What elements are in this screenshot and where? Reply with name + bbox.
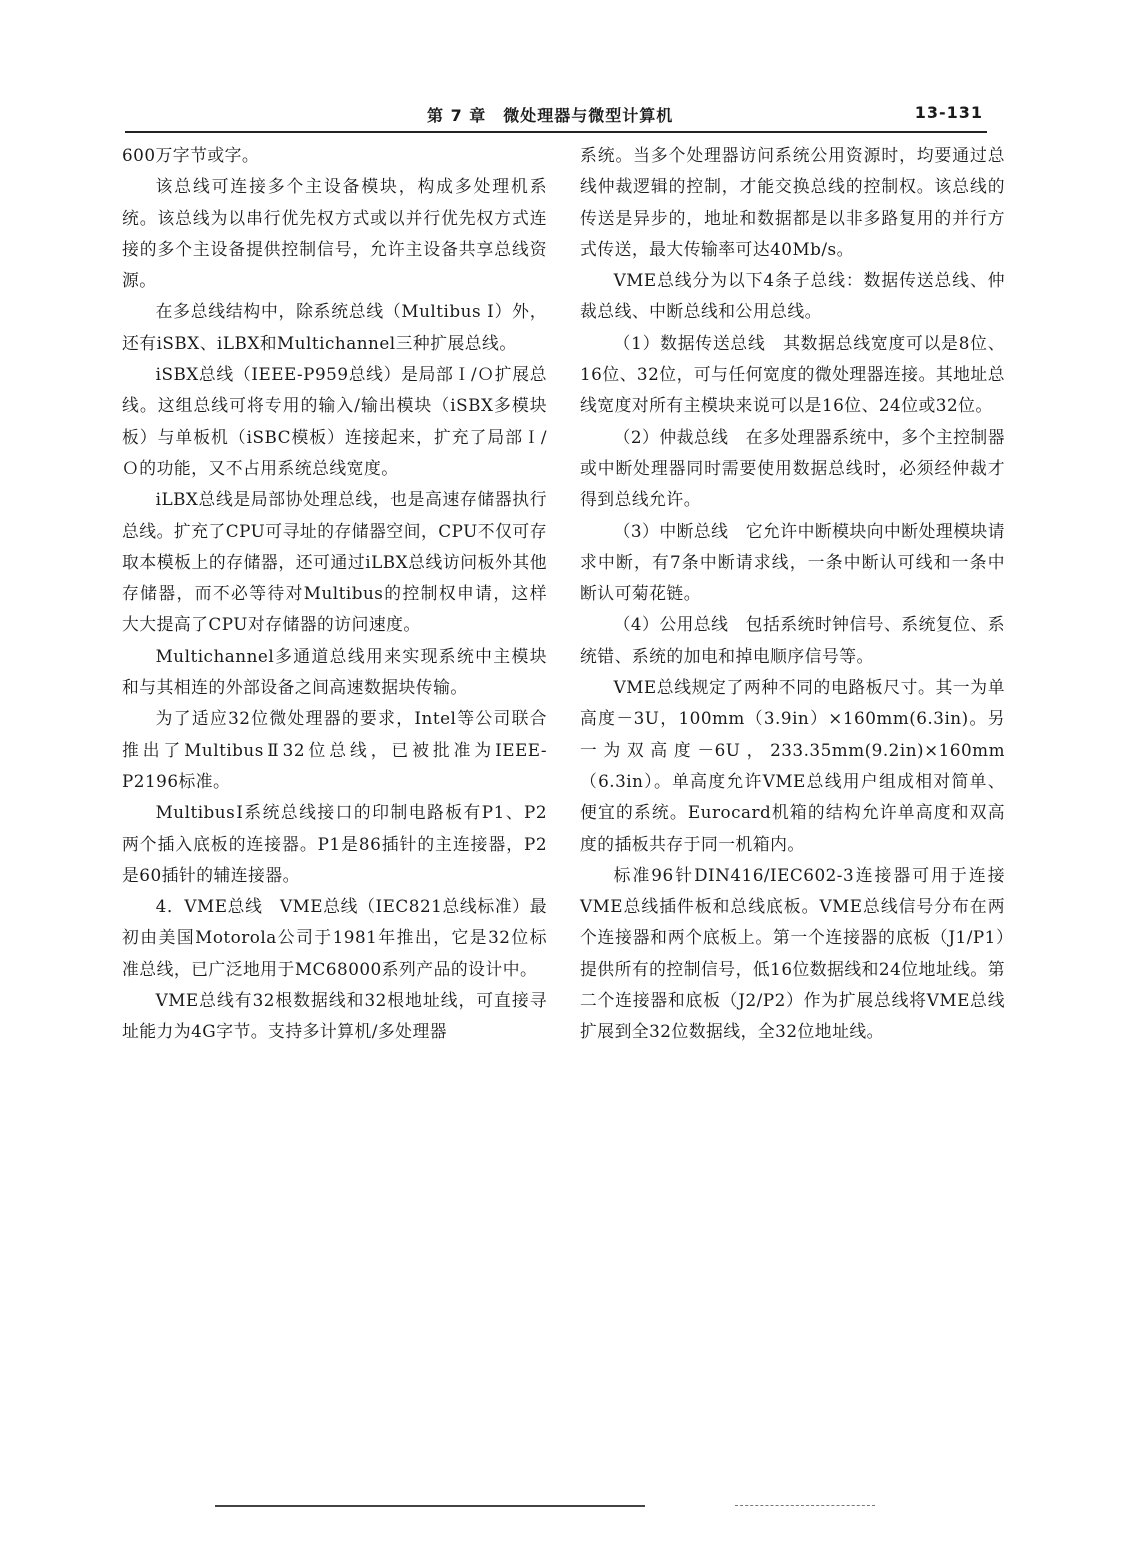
paragraph: Multichannel多通道总线用来实现系统中主模块和与其相连的外部设备之间高速数据块传输。 bbox=[122, 645, 547, 698]
right-column bbox=[580, 140, 1005, 1048]
paragraph: iLBX总线是局部协处理总线，也是高速存储器执行总线。扩充了CPU可寻址的存储器空间，CPU不仅可存取本模板上的存储器，还可通过iLBX总线访问板外其他存储器，而不必等待对Multibus的控制权申请，这样大大提高了CPU对存储器的访问速度。 bbox=[122, 489, 547, 635]
paragraph: iSBX总线（IEEE-P959总线）是局部Ｉ/Ｏ扩展总线。这组总线可将专用的输入/输出模块（iSBX多模块板）与单板机（iSBC模板）连接起来，扩充了局部Ｉ/Ｏ的功能，又不占用系统总线宽度。 bbox=[122, 364, 547, 478]
paragraph: 系统。当多个处理器访问系统公用资源时，均要通过总线仲裁逻辑的控制，才能交换总线的控制权。该总线的传送是异步的，地址和数据都是以非多路复用的并行方式传送，最大传输率可达40Mb/s。 bbox=[580, 145, 1005, 259]
paragraph: （3）中断总线 它允许中断模块向中断处理模块请求中断，有7条中断请求线，一条中断认可线和一条中断认可菊花链。 bbox=[580, 520, 1005, 604]
footer-rule bbox=[215, 1505, 645, 1507]
page-number: 13-131 bbox=[914, 103, 983, 122]
paragraph: 4．VME总线 VME总线（IEC821总线标准）最初由美国Motorola公司于1981年推出，它是32位标准总线，已广泛地用于MC68000系列产品的设计中。 bbox=[122, 896, 547, 979]
paragraph: VME总线规定了两种不同的电路板尺寸。其一为单高度－3U，100mm（3.9in）×160mm(6.3in)。另一为双高度－6U，233.35mm(9.2in)×160mm（6.3in）。单高度允许VME总线用户组成相对简单、便宜的系统。Eurocard机箱的结构允许单高度和双高度的插板共存于同一机箱内。 bbox=[580, 677, 1005, 854]
paragraph: （4）公用总线 包括系统时钟信号、系统复位、系统错、系统的加电和掉电顺序信号等。 bbox=[580, 614, 1005, 666]
paragraph: VME总线分为以下4条子总线：数据传送总线、仲裁总线、中断总线和公用总线。 bbox=[580, 270, 1005, 322]
paragraph: 在多总线结构中，除系统总线（Multibus Ⅰ）外，还有iSBX、iLBX和Multichannel三种扩展总线。 bbox=[122, 301, 547, 353]
page-header bbox=[125, 100, 985, 130]
paragraph: （1）数据传送总线 其数据总线宽度可以是8位、16位、32位，可与任何宽度的微处理器连接。其地址总线宽度对所有主模块来说可以是16位、24位或32位。 bbox=[580, 332, 1005, 416]
header-rule bbox=[125, 131, 987, 133]
chapter-title: 第 7 章 微处理器与微型计算机 bbox=[427, 106, 674, 125]
paragraph: MultibusⅠ系统总线接口的印制电路板有P1、P2两个插入底板的连接器。P1是86插针的主连接器，P2是60插针的辅连接器。 bbox=[122, 802, 547, 885]
paragraph: 标准96针DIN416/IEC602-3连接器可用于连接VME总线插件板和总线底板。VME总线信号分布在两个连接器和两个底板上。第一个连接器的底板（J1/P1）提供所有的控制信号，低16位数据线和24位地址线。第二个连接器和底板（J2/P2）作为扩展总线将VME总线扩展到全32位数据线，全32位地址线。 bbox=[580, 864, 1005, 1042]
paragraph: （2）仲裁总线 在多处理器系统中，多个主控制器或中断处理器同时需要使用数据总线时，必须经仲裁才得到总线允许。 bbox=[580, 426, 1005, 510]
paragraph: VME总线有32根数据线和32根地址线，可直接寻址能力为4G字节。支持多计算机/多处理器 bbox=[122, 990, 547, 1042]
footer-rule-dashed bbox=[735, 1505, 875, 1506]
paragraph: 为了适应32位微处理器的要求，Intel等公司联合推出了MultibusⅡ32位总线，已被批准为IEEE-P2196标准。 bbox=[122, 708, 547, 791]
paragraph: 600万字节或字。 bbox=[122, 145, 260, 165]
paragraph: 该总线可连接多个主设备模块，构成多处理机系统。该总线为以串行优先权方式或以并行优先权方式连接的多个主设备提供控制信号，允许主设备共享总线资源。 bbox=[122, 176, 547, 291]
left-column bbox=[122, 140, 547, 1048]
